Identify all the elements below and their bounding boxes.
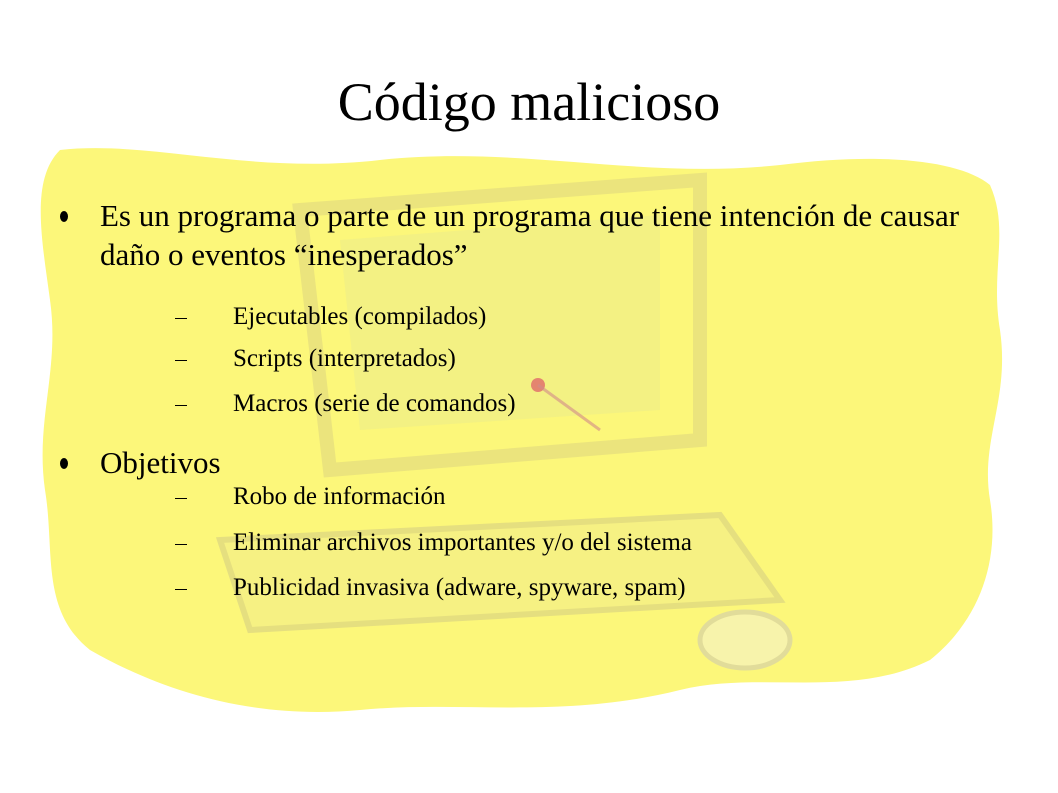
sub-bullet-text: Macros (serie de comandos) (233, 390, 516, 417)
bullet-dot-icon (60, 458, 68, 469)
dash-bullet-icon (175, 544, 187, 545)
sub-bullet-item (175, 302, 1035, 332)
sub-bullet-item (175, 573, 1035, 603)
bullet-text: Es un programa o parte de un programa que tiene intención de causar daño o eventos “inesperados” (100, 198, 960, 272)
bullet-dot-icon (60, 211, 68, 222)
sub-bullet-item (175, 482, 1035, 512)
sub-bullet-item (175, 344, 1035, 374)
sub-bullet-text: Eliminar archivos importantes y/o del sistema (233, 529, 692, 556)
bullet-text: Objetivos (100, 445, 221, 480)
dash-bullet-icon (175, 318, 187, 319)
bullet-item (60, 196, 1000, 274)
bullet-item (60, 443, 1000, 482)
sub-bullet-text: Publicidad invasiva (adware, spyware, spam) (233, 574, 686, 601)
dash-bullet-icon (175, 360, 187, 361)
sub-bullet-text: Scripts (interpretados) (233, 345, 456, 372)
dash-bullet-icon (175, 498, 187, 499)
mouse-shape (700, 612, 790, 668)
sub-bullet-item (175, 528, 1035, 558)
sub-bullet-text: Ejecutables (compilados) (233, 303, 487, 330)
dash-bullet-icon (175, 589, 187, 590)
sub-bullet-item (175, 389, 1035, 419)
sub-bullet-text: Robo de información (233, 483, 446, 510)
slide-title: Código malicioso (337, 72, 721, 132)
dash-bullet-icon (175, 405, 187, 406)
